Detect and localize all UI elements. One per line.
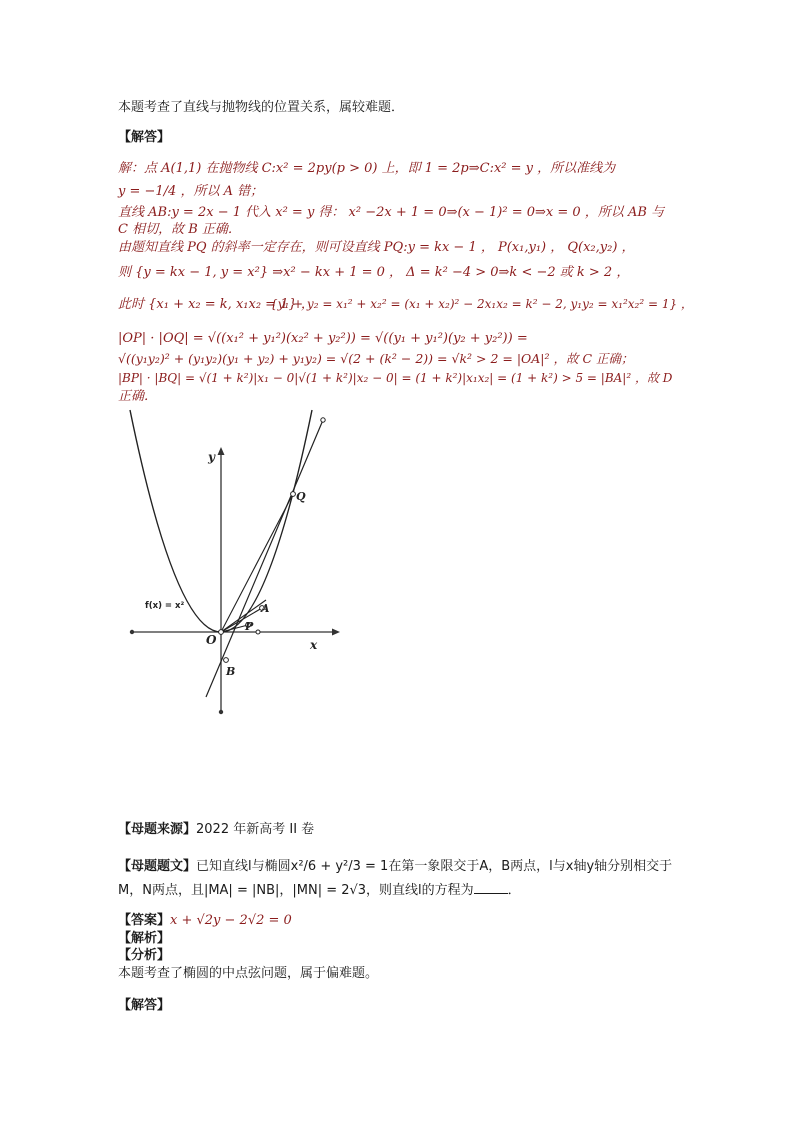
point-b-marker — [224, 658, 229, 663]
answer-blank — [474, 881, 508, 894]
fenxi-heading: 【分析】 — [118, 948, 171, 963]
line-ab — [221, 600, 266, 632]
fenxi-text: 本题考查了椭圆的中点弦问题，属于偏难题。 — [118, 966, 379, 981]
solution-line-3: 直线 AB:y = 2x − 1 代入 x² = y 得： x² −2x + 1 = 0⇒(x − 1)² = 0⇒x = 0 ，所以 AB 与 — [118, 205, 665, 220]
point-q-marker — [291, 492, 296, 497]
function-label: f(x) = x² — [145, 601, 185, 611]
line-bq — [206, 420, 323, 697]
source-line — [118, 821, 314, 838]
solution-line-5: 由题知直线 PQ 的斜率一定存在，则可设直线 PQ:y = kx − 1 ， P(x₁,y₁) ， Q(x₂,y₂) ， — [118, 240, 635, 255]
problem-tag: 【母题题文】 — [118, 859, 197, 874]
source-tag: 【母题来源】 — [118, 822, 197, 837]
solution-line-10: |BP| · |BQ| = √(1 + k²)|x₁ − 0|√(1 + k²)|x₂ − 0| = (1 + k²)|x₁x₂| = (1 + k²) > 5 = |BA|² ，故 D — [118, 371, 673, 385]
solution-line-4: C 相切，故 B 正确． — [118, 222, 241, 237]
point-a-label: A — [261, 602, 270, 615]
parabola-diagram — [118, 405, 358, 720]
solution-line-7a: 此时 {x₁ + x₂ = k, x₁x₂ = 1} ， — [118, 297, 314, 312]
analysis-heading: 【解析】 — [118, 931, 171, 946]
source-text: 2022 年新高考 II 卷 — [196, 822, 315, 837]
point-q-label: Q — [296, 490, 306, 503]
solution-line-7b: {y₁ + y₂ = x₁² + x₂² = (x₁ + x₂)² − 2x₁x₂ = k² − 2, y₁y₂ = x₁²x₂² = 1} ， — [270, 297, 693, 311]
solution-line-6: 则 {y = kx − 1, y = x²} ⇒x² − kx + 1 = 0 ， Δ = k² −4 > 0⇒k < −2 或 k > 2 ， — [118, 265, 630, 280]
point-b-label: B — [226, 665, 236, 678]
solution-line-11: 正确． — [118, 389, 158, 404]
answer-text: x + √2y − 2√2 = 0 — [170, 913, 292, 928]
intro-text: 本题考查了直线与抛物线的位置关系，属较难题． — [118, 100, 405, 115]
y-axis-end-point — [219, 710, 223, 714]
problem-line-2: M，N两点，且|MA| = |NB|，|MN| = 2√3，则直线l的方程为 ． — [118, 883, 521, 898]
x-axis-arrow-icon — [332, 629, 340, 636]
answer-line — [118, 912, 292, 929]
solution-line-2: y = −1/4 ，所以 A 错； — [118, 184, 264, 199]
line-end-marker — [321, 418, 325, 422]
solution-heading-2: 【解答】 — [118, 998, 171, 1013]
point-o-marker — [219, 630, 224, 635]
x-axis-end-point — [130, 630, 134, 634]
solution-line-8: |OP| · |OQ| = √((x₁² + y₁²)(x₂² + y₂²)) = √((y₁ + y₁²)(y₂ + y₂²)) = — [118, 331, 528, 346]
solution-heading: 【解答】 — [118, 130, 171, 145]
point-p-label: P — [245, 620, 254, 633]
solution-line-9: √((y₁y₂)² + (y₁y₂)(y₁ + y₂) + y₁y₂) = √(2 + (k² − 2)) = √k² > 2 = |OA|² ，故 C 正确； — [118, 351, 634, 366]
problem-text-1: 已知直线l与椭圆x²/6 + y²/3 = 1在第一象限交于A，B两点，l与x轴y轴分别相交于 — [196, 859, 673, 874]
x-axis-tick-marker — [256, 630, 260, 634]
problem-line-1 — [118, 858, 672, 875]
x-axis-label: x — [310, 638, 318, 652]
y-axis-arrow-icon — [218, 447, 225, 455]
problem-text-2: M，N两点，且|MA| = |NB|，|MN| = 2√3，则直线l的方程为 — [118, 883, 474, 898]
y-axis-label: y — [208, 450, 215, 464]
solution-line-1: 解：点 A(1,1) 在抛物线 C:x² = 2py(p > 0) 上，即 1 = 2p⇒C:x² = y ，所以准线为 — [118, 161, 616, 176]
answer-tag: 【答案】 — [118, 913, 171, 928]
parabola-figure — [118, 405, 358, 724]
origin-label: O — [206, 633, 217, 647]
